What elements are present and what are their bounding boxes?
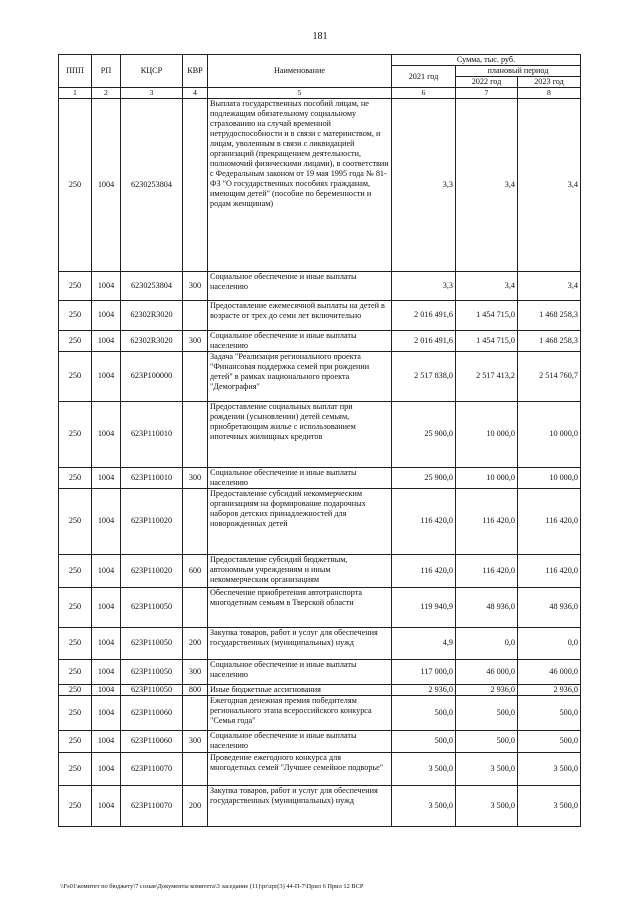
cell-rp: 1004: [92, 488, 121, 554]
table-row: [59, 785, 581, 826]
table-row: [59, 659, 581, 684]
column-index-cell: 1: [59, 88, 92, 99]
cell-rp: 1004: [92, 98, 121, 271]
cell-kcsr: 623P100000: [121, 351, 183, 401]
cell-rp: 1004: [92, 785, 121, 826]
cell-kcsr: 623P110050: [121, 659, 183, 684]
cell-amount-2022: 3 500,0: [456, 785, 518, 826]
cell-name: Предоставление ежемесячной выплаты на детей в возрасте от трех до семи лет включительно: [208, 300, 392, 330]
cell-ppp: 250: [59, 330, 92, 351]
cell-amount-2021: 4,9: [392, 627, 456, 659]
cell-amount-2021: 3 500,0: [392, 785, 456, 826]
cell-kcsr: 623P110050: [121, 627, 183, 659]
cell-amount-2022: 48 936,0: [456, 587, 518, 627]
cell-amount-2021: 500,0: [392, 695, 456, 730]
cell-amount-2023: 2 936,0: [518, 684, 581, 695]
table-row: [59, 730, 581, 752]
cell-kcsr: 623P110020: [121, 488, 183, 554]
column-index-cell: 6: [392, 88, 456, 99]
cell-kcsr: 623P110010: [121, 401, 183, 467]
cell-kvr: 300: [183, 659, 208, 684]
cell-amount-2022: 2 517 413,2: [456, 351, 518, 401]
cell-kvr: [183, 587, 208, 627]
cell-rp: 1004: [92, 271, 121, 300]
cell-amount-2022: 10 000,0: [456, 467, 518, 488]
cell-amount-2022: 116 420,0: [456, 488, 518, 554]
cell-ppp: 250: [59, 98, 92, 271]
cell-amount-2022: 1 454 715,0: [456, 330, 518, 351]
cell-amount-2022: 2 936,0: [456, 684, 518, 695]
table-row: [59, 627, 581, 659]
cell-amount-2021: 500,0: [392, 730, 456, 752]
cell-ppp: 250: [59, 695, 92, 730]
cell-amount-2023: 116 420,0: [518, 554, 581, 587]
cell-name: Обеспечение приобретения автотранспорта многодетным семьям в Тверской области: [208, 587, 392, 627]
cell-kvr: 200: [183, 785, 208, 826]
cell-amount-2022: 116 420,0: [456, 554, 518, 587]
column-index-cell: 7: [456, 88, 518, 99]
cell-amount-2023: 48 936,0: [518, 587, 581, 627]
cell-name: Ежегодная денежная премия победителям регионального этапа всероссийского конкурса "Семья года": [208, 695, 392, 730]
cell-kcsr: 6230253804: [121, 98, 183, 271]
table-body: [59, 98, 581, 826]
cell-name: Предоставление субсидий бюджетным, автономным учреждениям и иным некоммерческим организациям: [208, 554, 392, 587]
cell-rp: 1004: [92, 351, 121, 401]
cell-amount-2021: 2 016 491,6: [392, 300, 456, 330]
cell-name: Закупка товаров, работ и услуг для обеспечения государственных (муниципальных) нужд: [208, 627, 392, 659]
table-row: [59, 271, 581, 300]
cell-kcsr: 623P110020: [121, 554, 183, 587]
cell-name: Социальное обеспечение и иные выплаты населению: [208, 467, 392, 488]
cell-kcsr: 623P110070: [121, 785, 183, 826]
table-row: [59, 98, 581, 271]
cell-ppp: 250: [59, 488, 92, 554]
cell-amount-2021: 2 936,0: [392, 684, 456, 695]
cell-name: Социальное обеспечение и иные выплаты населению: [208, 659, 392, 684]
cell-name: Предоставление социальных выплат при рождении (усыновлении) детей семьям, приобретающим жилье с использованием ипотечных жилищных кредитов: [208, 401, 392, 467]
cell-amount-2022: 3 500,0: [456, 752, 518, 785]
cell-ppp: 250: [59, 684, 92, 695]
cell-name: Иные бюджетные ассигнования: [208, 684, 392, 695]
cell-kvr: [183, 401, 208, 467]
page-number: 181: [312, 31, 328, 42]
cell-amount-2023: 46 000,0: [518, 659, 581, 684]
cell-kvr: 800: [183, 684, 208, 695]
cell-kvr: [183, 488, 208, 554]
cell-kvr: [183, 695, 208, 730]
table-row: [59, 467, 581, 488]
cell-amount-2023: 3 500,0: [518, 752, 581, 785]
cell-kvr: [183, 752, 208, 785]
table-row: [59, 695, 581, 730]
header-sum: Сумма, тыс. руб.: [392, 55, 581, 66]
cell-kcsr: 623P110010: [121, 467, 183, 488]
cell-ppp: 250: [59, 467, 92, 488]
column-index-cell: 4: [183, 88, 208, 99]
cell-kvr: 300: [183, 271, 208, 300]
table-row: [59, 401, 581, 467]
cell-amount-2023: 2 514 760,7: [518, 351, 581, 401]
cell-kcsr: 623P110070: [121, 752, 183, 785]
cell-kcsr: 62302R3020: [121, 300, 183, 330]
header-kcsr: КЦСР: [121, 55, 183, 88]
cell-kvr: [183, 351, 208, 401]
cell-ppp: 250: [59, 351, 92, 401]
cell-kvr: 300: [183, 330, 208, 351]
cell-ppp: 250: [59, 730, 92, 752]
cell-ppp: 250: [59, 752, 92, 785]
cell-ppp: 250: [59, 587, 92, 627]
cell-rp: 1004: [92, 401, 121, 467]
cell-name: Выплата государственных пособий лицам, не подлежащим обязательному социальному страхованию на случай временной нетрудоспособности и в связи с материнством, и лицам, уволенным в связи с ликвидацией организаций (прекращением деятельности, полномочий физическими лицами), в соответствии с Федеральным законом от 19 мая 1995 года № 81-ФЗ "О государственных пособиях гражданам, имеющим детей" (пособие по беременности и родам женщинам): [208, 98, 392, 271]
cell-kcsr: 623P110060: [121, 695, 183, 730]
cell-amount-2021: 3 500,0: [392, 752, 456, 785]
table-row: [59, 488, 581, 554]
cell-name: Социальное обеспечение и иные выплаты населению: [208, 271, 392, 300]
cell-amount-2023: 10 000,0: [518, 401, 581, 467]
table-row: [59, 752, 581, 785]
cell-amount-2021: 3,3: [392, 98, 456, 271]
cell-rp: 1004: [92, 554, 121, 587]
table-row: [59, 554, 581, 587]
cell-amount-2021: 2 016 491,6: [392, 330, 456, 351]
cell-name: Задача "Реализация регионального проекта "Финансовая поддержка семей при рождении детей" в рамках национального проекта "Демография": [208, 351, 392, 401]
cell-rp: 1004: [92, 695, 121, 730]
cell-name: Проведение ежегодного конкурса для многодетных семей "Лучшее семейное подворье": [208, 752, 392, 785]
cell-amount-2023: 10 000,0: [518, 467, 581, 488]
cell-amount-2023: 3,4: [518, 98, 581, 271]
cell-amount-2021: 116 420,0: [392, 554, 456, 587]
cell-rp: 1004: [92, 752, 121, 785]
cell-amount-2023: 500,0: [518, 730, 581, 752]
table-row: [59, 587, 581, 627]
cell-kvr: [183, 300, 208, 330]
cell-rp: 1004: [92, 627, 121, 659]
cell-kvr: [183, 98, 208, 271]
footer-file-path: \\Fs01\комитет по бюджету\7 созыв\Документы комитета\3 заседание (11)\pr\zpr(3) 44-П-7\Прил 6 Прил 12 ВСР: [60, 883, 364, 890]
header-kvr: КВР: [183, 55, 208, 88]
cell-amount-2022: 3,4: [456, 271, 518, 300]
budget-table: [58, 54, 581, 827]
cell-amount-2022: 10 000,0: [456, 401, 518, 467]
table-row: [59, 684, 581, 695]
cell-kvr: 600: [183, 554, 208, 587]
cell-name: Социальное обеспечение и иные выплаты населению: [208, 330, 392, 351]
table-header: [59, 55, 581, 99]
cell-kcsr: 623P110050: [121, 684, 183, 695]
header-rp: РП: [92, 55, 121, 88]
header-name: Наименование: [208, 55, 392, 88]
column-index-row: [59, 88, 581, 99]
cell-amount-2021: 119 940,9: [392, 587, 456, 627]
cell-amount-2022: 46 000,0: [456, 659, 518, 684]
cell-amount-2022: 3,4: [456, 98, 518, 271]
cell-amount-2021: 2 517 838,0: [392, 351, 456, 401]
cell-rp: 1004: [92, 659, 121, 684]
cell-amount-2023: 1 468 258,3: [518, 330, 581, 351]
cell-rp: 1004: [92, 730, 121, 752]
column-index-cell: 2: [92, 88, 121, 99]
cell-amount-2023: 3,4: [518, 271, 581, 300]
cell-amount-2023: 0,0: [518, 627, 581, 659]
cell-ppp: 250: [59, 554, 92, 587]
cell-amount-2021: 116 420,0: [392, 488, 456, 554]
table-row: [59, 351, 581, 401]
cell-name: Предоставление субсидий некоммерческим организациям на формирование подарочных наборов детских принадлежностей для новорожденных детей: [208, 488, 392, 554]
cell-kcsr: 623P110060: [121, 730, 183, 752]
cell-amount-2023: 1 468 258,3: [518, 300, 581, 330]
header-ppp: ППП: [59, 55, 92, 88]
cell-amount-2021: 25 900,0: [392, 401, 456, 467]
cell-rp: 1004: [92, 467, 121, 488]
cell-kvr: 300: [183, 467, 208, 488]
cell-ppp: 250: [59, 785, 92, 826]
cell-name: Социальное обеспечение и иные выплаты населению: [208, 730, 392, 752]
cell-kvr: 200: [183, 627, 208, 659]
cell-ppp: 250: [59, 300, 92, 330]
header-year-2021: 2021 год: [392, 66, 456, 88]
cell-name: Закупка товаров, работ и услуг для обеспечения государственных (муниципальных) нужд: [208, 785, 392, 826]
cell-amount-2022: 500,0: [456, 695, 518, 730]
cell-amount-2023: 500,0: [518, 695, 581, 730]
cell-amount-2022: 500,0: [456, 730, 518, 752]
cell-kcsr: 62302R3020: [121, 330, 183, 351]
cell-rp: 1004: [92, 587, 121, 627]
header-year-2023: 2023 год: [518, 77, 581, 88]
column-index-cell: 8: [518, 88, 581, 99]
table-row: [59, 330, 581, 351]
cell-ppp: 250: [59, 659, 92, 684]
cell-kcsr: 623P110050: [121, 587, 183, 627]
cell-amount-2021: 25 900,0: [392, 467, 456, 488]
column-index-cell: 3: [121, 88, 183, 99]
table-row: [59, 300, 581, 330]
cell-ppp: 250: [59, 271, 92, 300]
cell-amount-2022: 1 454 715,0: [456, 300, 518, 330]
column-index-cell: 5: [208, 88, 392, 99]
cell-rp: 1004: [92, 330, 121, 351]
cell-kcsr: 6230253804: [121, 271, 183, 300]
cell-amount-2021: 117 000,0: [392, 659, 456, 684]
header-year-2022: 2022 год: [456, 77, 518, 88]
cell-amount-2023: 116 420,0: [518, 488, 581, 554]
cell-kvr: 300: [183, 730, 208, 752]
cell-ppp: 250: [59, 401, 92, 467]
cell-ppp: 250: [59, 627, 92, 659]
cell-rp: 1004: [92, 684, 121, 695]
cell-amount-2021: 3,3: [392, 271, 456, 300]
cell-rp: 1004: [92, 300, 121, 330]
cell-amount-2022: 0,0: [456, 627, 518, 659]
cell-amount-2023: 3 500,0: [518, 785, 581, 826]
header-planned-period: плановый период: [456, 66, 581, 77]
